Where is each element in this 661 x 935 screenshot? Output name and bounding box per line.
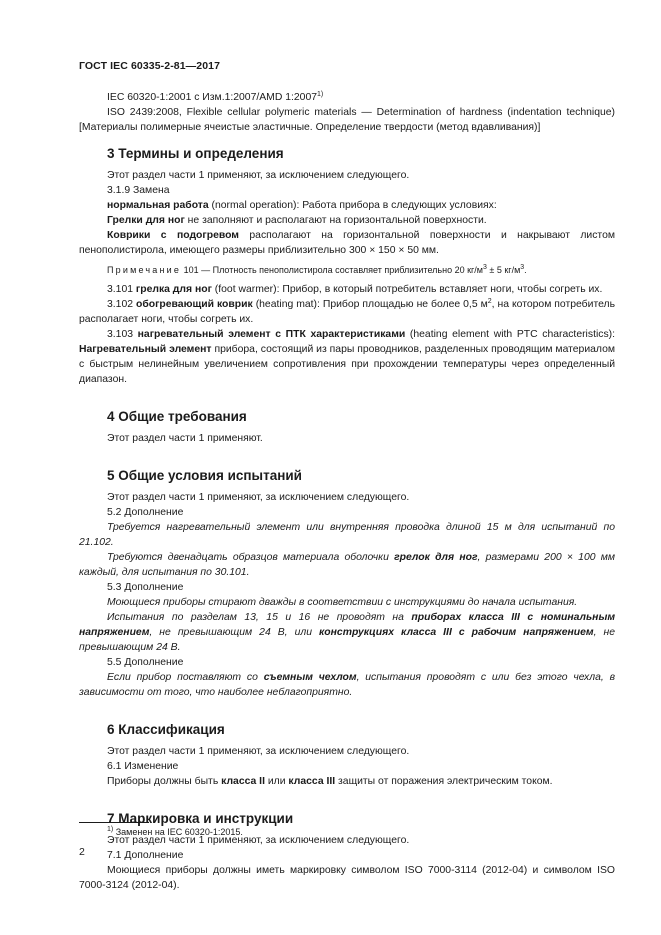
section-6-title: 6 Классификация — [107, 722, 225, 737]
section-5-2-subheading: 5.2 Дополнение — [107, 507, 184, 518]
section-5-5-para: Если прибор поставляют со съемным чехлом, испытания проводят с или без этого чехла, в зависимости от того, что наиболее неблагоприятно. — [79, 672, 615, 698]
section-7-title: 7 Маркировка и инструкции — [107, 811, 294, 826]
footnote: $^{1)}$ Заменен на IEC 60320-1:2015. — [107, 826, 243, 837]
section-5-3-para-2: Испытания по разделам 13, 15 и 16 не проводят на приборах класса III с номинальным напряжением, не превышающим 24 В, или конструкциях класса III с рабочим напряжением, не превышающим 24 В. — [79, 612, 615, 653]
section-6-1-para: Приборы должны быть класса II или класса III защиты от поражения электрическим током. — [107, 776, 553, 787]
term-normal-operation: нормальная работа (normal operation): Работа прибора в следующих условиях: — [107, 200, 497, 211]
section-5-intro: Этот раздел части 1 применяют, за исключением следующего. — [107, 492, 410, 503]
section-6-intro: Этот раздел части 1 применяют, за исключением следующего. — [107, 746, 410, 757]
section-6-1-subheading: 6.1 Изменение — [107, 761, 179, 772]
section-5-3-subheading: 5.3 Дополнение — [107, 582, 184, 593]
footnote-marker: 1) — [317, 91, 324, 98]
section-7-intro: Этот раздел части 1 применяют, за исключением следующего. — [107, 835, 410, 846]
definition-3-103: 3.103 нагревательный элемент с ПТК характеристиками (heating element with PTC characteristics): Нагревательный элемент прибора, состоящий из пары проводников, разделенных проводящим материалом с быстрым нелинейным увеличением сопротивления при прохождении температуры через определенный диапазон. — [79, 329, 616, 385]
definition-3-102: 3.102 обогревающий коврик (heating mat): Прибор площадью не более 0,5 $м^2$, на котором потребитель располагает ноги, чтобы согреть их. — [79, 298, 615, 325]
section-7-1-subheading: 7.1 Дополнение — [107, 850, 184, 861]
section-3-intro: Этот раздел части 1 применяют, за исключением следующего. — [107, 170, 410, 181]
section-5-2-para-1: Требуется нагревательный элемент или внутренняя проводка длиной 15 м для испытаний по 21.102. — [79, 522, 615, 548]
definition-3-101: 3.101 грелка для ног (foot warmer): Прибор, в который потребитель вставляет ноги, чтобы согреть их. — [107, 284, 603, 295]
note-101: Примечание 101 — Плотность пенополистирола составляет приблизительно 20 $кг/м^3 \pm 5$ $кг/м^3$. — [107, 264, 527, 275]
footnote-divider — [79, 822, 149, 823]
section-5-5-subheading: 5.5 Дополнение — [107, 657, 184, 668]
section-7-1-para: Моющиеся приборы должны иметь маркировку символом ISO 7000-3114 (2012-04) и символом ISO 7000-3124 (2012-04). — [79, 865, 615, 891]
section-3-1-9-subheading: 3.1.9 Замена — [107, 185, 170, 196]
condition-foot-warmers: Грелки для ног не заполняют и располагают на горизонтальной поверхности. — [107, 215, 487, 226]
section-3-title: 3 Термины и определения — [107, 146, 284, 161]
section-5-3-para-1: Моющиеся приборы стирают дважды в соответствии с инструкциями до начала испытания. — [107, 597, 578, 608]
reference-iso-2439: ISO 2439:2008, Flexible cellular polymeric materials — Determination of hardness (indentation technique) [Материалы полимерные ячеистые эластичные. Определение твердости (метод вдавливания)] — [79, 107, 615, 133]
section-4-text: Этот раздел части 1 применяют. — [107, 433, 263, 444]
document-header: ГОСТ IEC 60335-2-81—2017 — [79, 60, 221, 72]
section-5-2-para-2: Требуются двенадцать образцов материала оболочки грелок для ног, размерами 200 × 100 мм каждый, для испытания по 30.101. — [79, 552, 615, 578]
page-number: 2 — [79, 846, 85, 858]
condition-heating-mats: Коврики с подогревом располагают на горизонтальной поверхности и накрывают листом пенополистирола, имеющего размеры приблизительно 300 × 150 × 50 мм. — [79, 230, 615, 256]
reference-iec-60320: IEC 60320-1:2001 с Изм.1:2007/AMD 1:2007$^{1)}$ — [107, 91, 324, 103]
section-5-title: 5 Общие условия испытаний — [107, 468, 302, 483]
page-content — [79, 90, 615, 893]
section-4-title: 4 Общие требования — [107, 409, 247, 424]
